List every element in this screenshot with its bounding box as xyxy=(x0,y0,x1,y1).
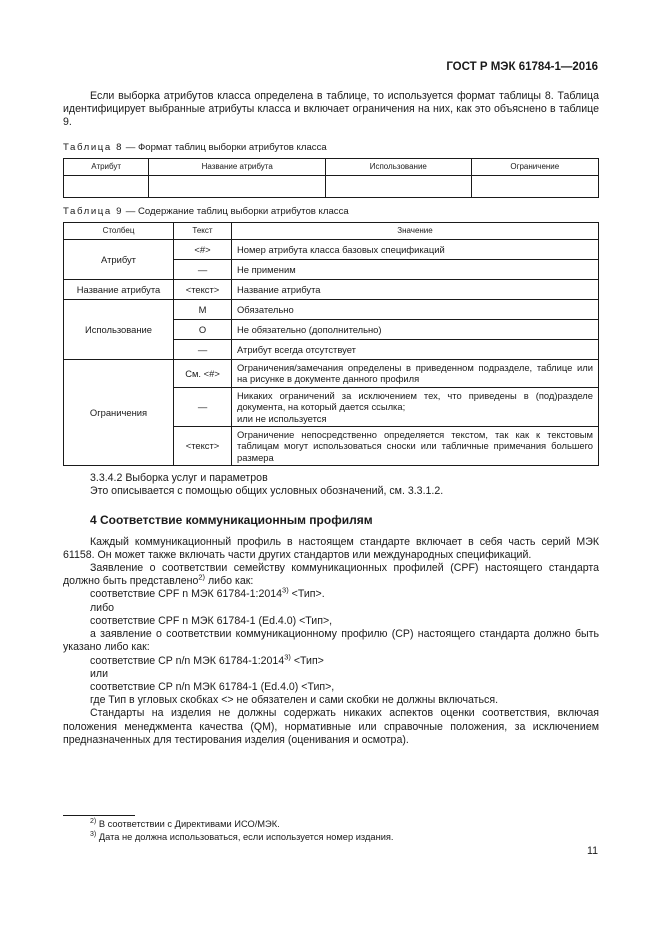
table9-meaning-line: Никаких ограничений за исключением тех, что приведены в (под)разделе документа, на который дается ссылка; xyxy=(237,389,593,413)
table9-header-meaning: Значение xyxy=(232,223,599,240)
text-run: <Тип> xyxy=(290,654,324,667)
footnote-divider xyxy=(63,815,135,816)
table9-meaning-cell: Ограничение непосредственно определяется текстом, так как к текстовым таблицам могут использоваться сноски или табличные примечания большего размера xyxy=(232,427,599,466)
table9-text-cell: M xyxy=(174,300,232,320)
table8-header-usage: Использование xyxy=(326,158,472,175)
table9-text-cell: — xyxy=(174,387,232,426)
footnote-2 xyxy=(90,818,280,830)
table9-col-attribute-name: Название атрибута xyxy=(64,280,174,300)
page-number: 11 xyxy=(587,845,598,857)
table9-caption xyxy=(63,205,599,218)
table8-header-limit: Ограничение xyxy=(471,158,598,175)
conformance-line: соответствие CPF n МЭК 61784-1 (Ed.4.0) <Тип>, xyxy=(90,614,333,627)
document-code: ГОСТ Р МЭК 61784-1—2016 xyxy=(446,61,598,73)
table9-meaning-cell: Не применим xyxy=(232,260,599,280)
table9-meaning-cell: Название атрибута xyxy=(232,280,599,300)
table9-text-cell: — xyxy=(174,260,232,280)
section-paragraph: где Тип в угловых скобках <> не обязателен и сами скобки не должны включаться. xyxy=(90,694,499,707)
table9-text-cell: <#> xyxy=(174,240,232,260)
footnote-ref: 2) xyxy=(198,572,206,582)
footnote-text: Дата не должна использоваться, если используется номер издания. xyxy=(96,832,394,842)
table8-caption xyxy=(63,141,599,154)
text-run: соответствие CP n/n МЭК 61784-1:2014 xyxy=(90,654,285,667)
table9-caption-label: Таблица 9 xyxy=(63,205,124,217)
text-run: либо как: xyxy=(205,575,254,588)
table9-text-cell: O xyxy=(174,320,232,340)
footnote-text: В соответствии с Директивами ИСО/МЭК. xyxy=(96,819,280,829)
table9-meaning-cell: Обязательно xyxy=(232,300,599,320)
table9-meaning-cell: Ограничения/замечания определены в приведенном подразделе, таблице или на рисунке в документе данного профиля xyxy=(232,360,599,388)
table9-header-column: Столбец xyxy=(64,223,174,240)
section-paragraph: Каждый коммуникационный профиль в настоящем стандарте включает в себя часть серий МЭК 61158. Он может также включать части других стандартов или международных спецификаций. xyxy=(63,535,599,561)
table-row xyxy=(64,300,599,320)
intro-paragraph: Если выборка атрибутов класса определена в таблице, то используется формат таблицы 8. Таблица идентифицирует выбранные атрибуты класса и включает ограничения на них, как это объяснено в таблице 9. xyxy=(63,90,599,129)
table8-cell xyxy=(64,175,149,197)
table8-empty-row xyxy=(64,175,599,197)
table8-cell xyxy=(326,175,472,197)
table9-text-cell: См. <#> xyxy=(174,360,232,388)
table9-caption-text: — Содержание таблиц выборки атрибутов класса xyxy=(123,205,349,217)
conformance-line: либо xyxy=(90,601,115,614)
table9-col-attribute: Атрибут xyxy=(64,240,174,280)
table9-meaning-cell: Не обязательно (дополнительно) xyxy=(232,320,599,340)
table9 xyxy=(63,222,599,466)
table9-text-cell: <текст> xyxy=(174,280,232,300)
table8-header-row xyxy=(64,158,599,175)
table-row xyxy=(64,360,599,388)
footnote-3 xyxy=(90,831,394,843)
table8-cell xyxy=(149,175,326,197)
table9-header-row xyxy=(64,223,599,240)
table8 xyxy=(63,158,599,198)
conformance-line xyxy=(63,585,599,601)
table9-meaning-cell: Атрибут всегда отсутствует xyxy=(232,340,599,360)
section-paragraph: Стандарты на изделия не должны содержать никаких аспектов оценки соответствия, включая положения менеджмента качества (QM), нормативные или справочные положения, за исключением предназначенных для тестирования изделия (оценивания и осмотра). xyxy=(63,707,599,746)
table-row xyxy=(64,240,599,260)
conformance-line xyxy=(63,651,599,668)
table9-text-cell: — xyxy=(174,340,232,360)
conformance-line: или xyxy=(90,667,109,680)
footnote-ref: 3) xyxy=(282,585,289,595)
table8-header-attribute: Атрибут xyxy=(64,158,149,175)
footnote-ref: 3) xyxy=(284,651,291,661)
subsection-text: Это описывается с помощью общих условных обозначений, см. 3.3.1.2. xyxy=(90,485,444,498)
table9-meaning-cell: Номер атрибута класса базовых спецификаций xyxy=(232,240,599,260)
table9-header-text: Текст xyxy=(174,223,232,240)
table9-col-usage: Использование xyxy=(64,300,174,360)
table-row xyxy=(64,280,599,300)
table8-caption-text: — Формат таблиц выборки атрибутов класса xyxy=(123,141,327,153)
table9-meaning-line: или не используется xyxy=(237,412,327,424)
text-run: <Тип>. xyxy=(288,588,325,601)
subsection-title: 3.3.4.2 Выборка услуг и параметров xyxy=(90,472,268,485)
text-run: Заявление о соответствии семейству коммуникационных профилей (CPF) настоящего стандарта должно быть представлено xyxy=(63,562,599,588)
table8-header-attribute-name: Название атрибута xyxy=(149,158,326,175)
conformance-line: соответствие CP n/n МЭК 61784-1 (Ed.4.0) <Тип>, xyxy=(90,680,335,693)
table9-col-limits: Ограничения xyxy=(64,360,174,466)
footnote-mark: 2) xyxy=(90,817,97,825)
section-heading: 4 Соответствие коммуникационным профилям xyxy=(90,512,373,527)
section-paragraph: а заявление о соответствии коммуникационному профилю (CP) настоящего стандарта должно быть указано либо как: xyxy=(63,628,599,654)
table8-caption-label: Таблица 8 xyxy=(63,141,124,153)
table8-cell xyxy=(471,175,598,197)
section-paragraph xyxy=(63,562,599,588)
page-content xyxy=(63,90,599,747)
table9-text-cell: <текст> xyxy=(174,427,232,466)
footnote-mark: 3) xyxy=(90,830,97,838)
table9-meaning-cell xyxy=(232,387,599,426)
text-run: соответствие CPF n МЭК 61784-1:2014 xyxy=(90,588,283,601)
